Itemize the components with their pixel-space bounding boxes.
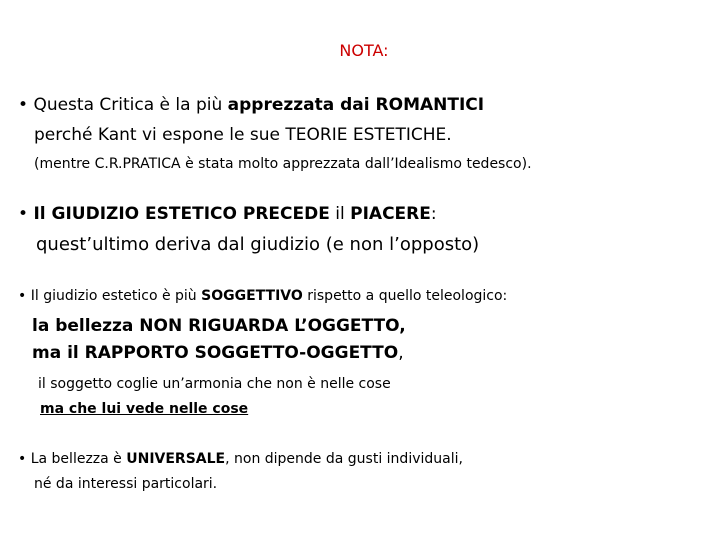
- bullet-dot: •: [18, 204, 29, 224]
- text: Questa Critica è la più: [33, 95, 228, 115]
- text-line: il soggetto coglie un’armonia che non è nelle cose: [38, 376, 391, 392]
- text-line: la bellezza NON RIGUARDA L’OGGETTO,: [32, 316, 406, 336]
- text: , non dipende da gusti individuali,: [225, 451, 463, 467]
- underlined-text: ma che lui vede nelle cose: [40, 401, 249, 417]
- text-line: né da interessi particolari.: [34, 476, 218, 492]
- emphasis-text: ma il RAPPORTO SOGGETTO-OGGETTO: [32, 343, 399, 363]
- emphasis-text: UNIVERSALE: [126, 451, 226, 467]
- text: Il giudizio estetico è più: [30, 288, 202, 304]
- text: ,: [398, 343, 404, 363]
- emphasis-text: Il GIUDIZIO ESTETICO PRECEDE: [33, 204, 330, 224]
- text-line: (mentre C.R.PRATICA è stata molto apprezzata dall’Idealismo tedesco).: [34, 156, 532, 172]
- emphasis-text: apprezzata dai ROMANTICI: [227, 95, 485, 115]
- bullet-dot: •: [18, 288, 27, 304]
- slide-title: NOTA:: [339, 41, 389, 60]
- bullet-dot: •: [18, 451, 27, 467]
- text: rispetto a quello teleologico:: [302, 288, 508, 304]
- text: :: [430, 204, 437, 224]
- bullet-giudizio-estetico: [18, 204, 437, 224]
- text-line: perché Kant vi espone le sue TEORIE ESTETICHE.: [34, 125, 452, 145]
- text-line: [32, 343, 404, 363]
- bullet-dot: •: [18, 95, 29, 115]
- bullet-soggettivo: [18, 288, 507, 304]
- bullet-universale: [18, 451, 463, 467]
- emphasis-text: SOGGETTIVO: [201, 288, 303, 304]
- text: il: [329, 204, 351, 224]
- text: La bellezza è: [30, 451, 127, 467]
- emphasis-text: PIACERE: [350, 204, 431, 224]
- bullet-romantici: [18, 95, 484, 115]
- text-line: quest’ultimo deriva dal giudizio (e non l’opposto): [36, 234, 480, 255]
